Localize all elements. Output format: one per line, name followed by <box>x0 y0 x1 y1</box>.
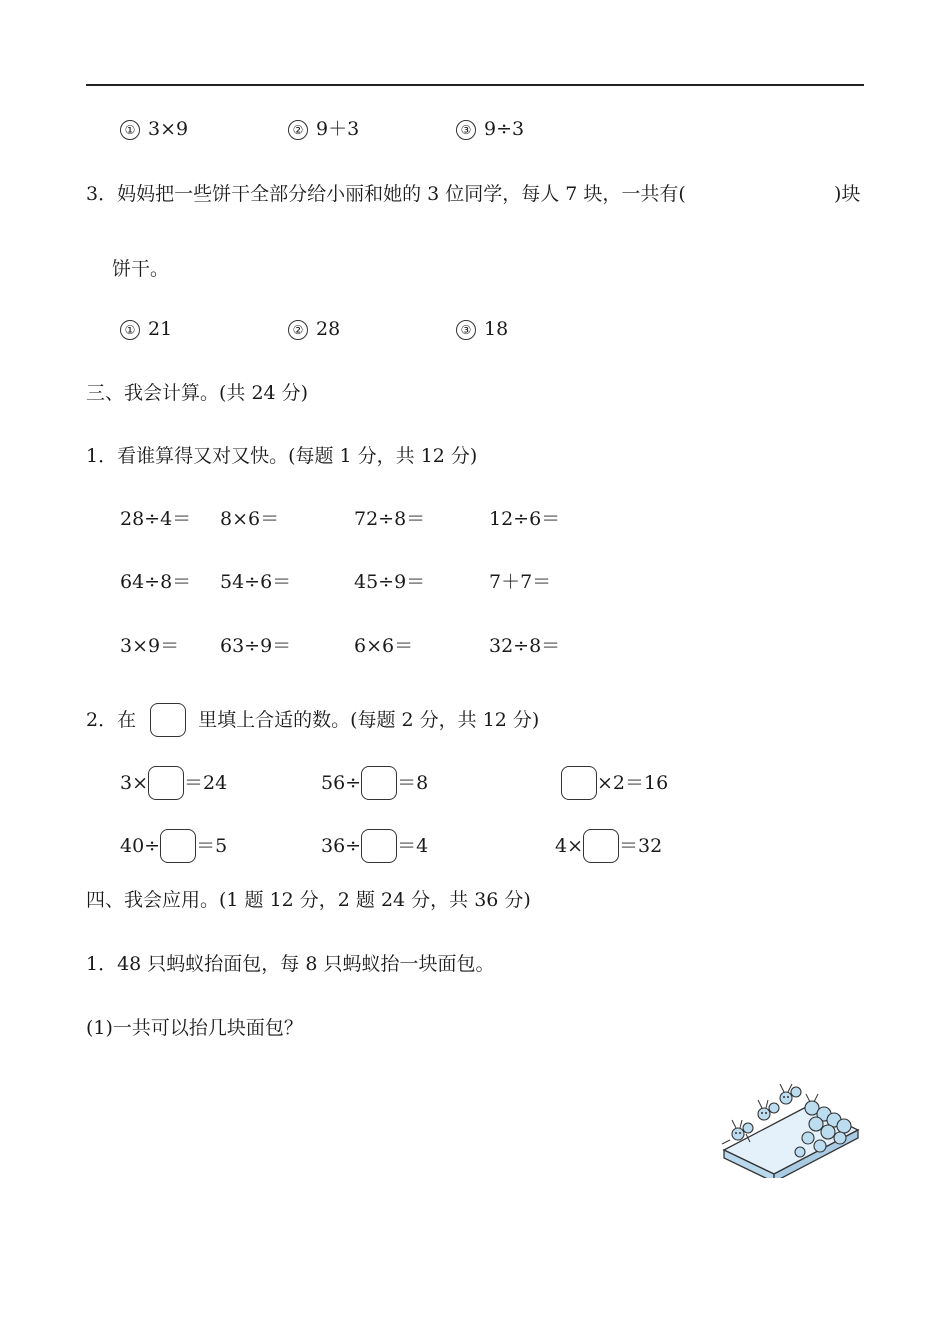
answer-box[interactable] <box>361 766 397 800</box>
fill-item <box>321 766 428 800</box>
option-text: 18 <box>484 318 509 340</box>
option-2 <box>288 117 359 141</box>
part2-title-post: 里填上合适的数。(每题 2 分，共 12 分) <box>198 709 540 731</box>
calc-item: 12÷6＝ <box>489 508 561 530</box>
option-text: 21 <box>148 318 173 340</box>
answer-box[interactable] <box>148 766 184 800</box>
option-1 <box>120 117 188 141</box>
calc-item: 64÷8＝ <box>120 571 192 593</box>
option-text: 3×9 <box>148 118 189 140</box>
option-text: 9＋3 <box>316 118 360 140</box>
calc-item: 6×6＝ <box>354 635 414 657</box>
answer-box[interactable] <box>361 829 397 863</box>
calc-item: 3×9＝ <box>120 635 180 657</box>
section-3-title: 三、我会计算。(共 24 分) <box>86 382 309 404</box>
calc-item: 28÷4＝ <box>120 508 192 530</box>
fill-pre: 4× <box>555 835 584 857</box>
calc-item: 54÷6＝ <box>220 571 292 593</box>
option-number: ① <box>120 120 140 140</box>
question-3-line2: 饼干。 <box>112 258 170 280</box>
option-number: ② <box>288 320 308 340</box>
answer-box[interactable] <box>160 829 196 863</box>
option-3 <box>456 317 508 341</box>
option-number: ① <box>120 320 140 340</box>
question-3-line1: 3．妈妈把一些饼干全部分给小丽和她的 3 位同学，每人 7 块，一共有( <box>86 183 686 205</box>
option-1 <box>120 317 172 341</box>
fill-item <box>120 766 227 800</box>
calc-item: 32÷8＝ <box>489 635 561 657</box>
fill-post: ＝4 <box>397 835 429 857</box>
fill-pre: 40÷ <box>120 835 161 857</box>
fill-post: ＝24 <box>184 772 228 794</box>
fill-post: ＝8 <box>397 772 429 794</box>
section-4-part1: 1．48 只蚂蚁抬面包，每 8 只蚂蚁抬一块面包。 <box>86 953 495 975</box>
fill-post: ＝32 <box>619 835 663 857</box>
option-text: 9÷3 <box>484 118 525 140</box>
calc-item: 7＋7＝ <box>489 571 552 593</box>
section-3-part1-title: 1．看谁算得又对又快。(每题 1 分，共 12 分) <box>86 445 478 467</box>
fill-item <box>120 829 227 863</box>
option-number: ③ <box>456 120 476 140</box>
option-number: ② <box>288 120 308 140</box>
fill-post: ＝5 <box>196 835 228 857</box>
fill-pre: 3× <box>120 772 149 794</box>
fill-item <box>555 829 662 863</box>
question-3-line1-end: )块 <box>834 183 861 205</box>
fill-pre: 56÷ <box>321 772 362 794</box>
fill-post: ×2＝16 <box>597 772 669 794</box>
option-number: ③ <box>456 320 476 340</box>
fill-pre: 36÷ <box>321 835 362 857</box>
calc-item: 8×6＝ <box>220 508 280 530</box>
answer-box[interactable] <box>561 766 597 800</box>
section-4-title: 四、我会应用。(1 题 12 分，2 题 24 分，共 36 分) <box>86 889 531 911</box>
option-3 <box>456 117 524 141</box>
section-3-part2-title <box>86 703 539 737</box>
answer-box-sample <box>150 703 186 737</box>
option-2 <box>288 317 340 341</box>
fill-item <box>561 766 668 800</box>
part2-title-pre: 2．在 <box>86 709 137 731</box>
top-rule <box>86 84 864 86</box>
calc-item: 63÷9＝ <box>220 635 292 657</box>
calc-item: 72÷8＝ <box>354 508 426 530</box>
fill-item <box>321 829 428 863</box>
ants-carrying-bread-icon <box>716 1078 866 1178</box>
answer-box[interactable] <box>583 829 619 863</box>
calc-item: 45÷9＝ <box>354 571 426 593</box>
section-4-part1-question1: (1)一共可以抬几块面包？ <box>86 1017 303 1039</box>
option-text: 28 <box>316 318 341 340</box>
